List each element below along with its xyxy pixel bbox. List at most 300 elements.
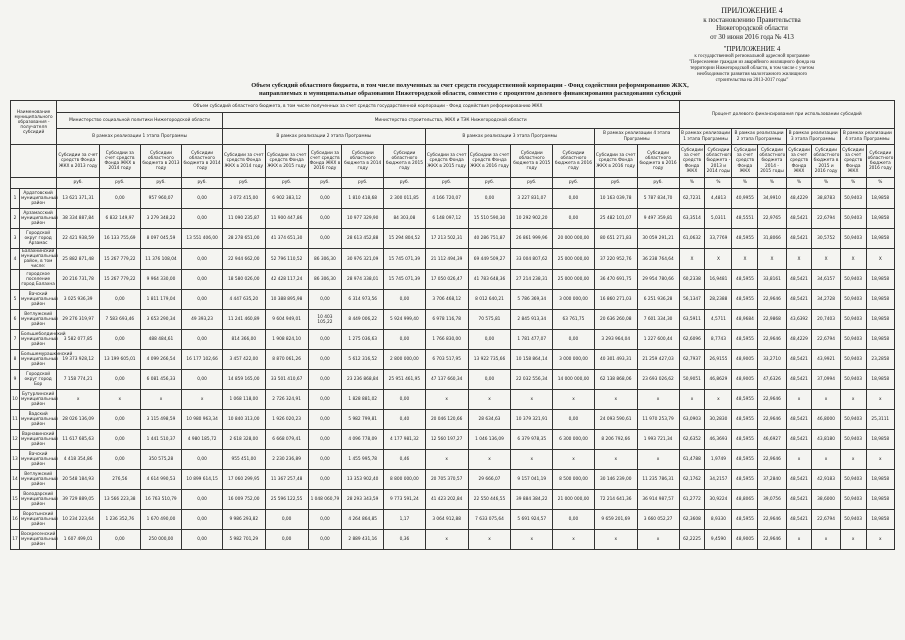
table-cell: 1 068 118,00 [222, 390, 265, 410]
table-cell: 1 926 020,23 [265, 410, 308, 430]
table-cell: 11 900 447,86 [265, 209, 308, 229]
table-row [11, 330, 895, 350]
table-cell: 20 548 184,93 [57, 470, 100, 490]
table-cell: 0,00 [384, 390, 426, 410]
row-number: 5 [11, 290, 20, 310]
table-cell: 22,9646 [758, 450, 786, 470]
table-cell: 10 379 321,91 [511, 410, 553, 430]
table-cell: 4,5711 [705, 310, 732, 330]
table-cell: 0,00 [553, 189, 595, 209]
table-cell: 0,00 [468, 330, 511, 350]
table-cell: 21 000 000,00 [553, 490, 595, 510]
table-cell: 10 840 313,00 [222, 410, 265, 430]
table-cell: 48,5421 [786, 290, 812, 310]
table-cell: 17 213 502,31 [425, 229, 468, 249]
table-cell: 0,00 [182, 530, 223, 550]
table-cell: 22,6794 [812, 510, 840, 530]
row-number: 7 [11, 330, 20, 350]
unit-header-blank [11, 178, 57, 189]
table-cell: 37 220 952,76 [594, 249, 637, 270]
column-header: Субсидии за счет средств Фонда ЖКХ в 2015 году [425, 145, 468, 178]
column-header-blank [11, 145, 57, 178]
table-cell: 6 978 116,78 [425, 310, 468, 330]
unit-cell: руб. [637, 178, 679, 189]
table-cell: 50,9403 [840, 189, 866, 209]
table-cell: 37,0994 [812, 370, 840, 390]
appendix-header [627, 6, 877, 84]
table-cell: 6 314 973,56 [342, 290, 384, 310]
row-number: 17 [11, 530, 20, 550]
table-cell: 30,9224 [705, 490, 732, 510]
table-cell: 33,7769 [705, 229, 732, 249]
table-cell: 0,00 [265, 510, 308, 530]
table-cell: 0,00 [308, 450, 342, 470]
stage4-header: В рамках реализации 4 этапа Программы [594, 129, 679, 145]
unit-cell: руб. [594, 178, 637, 189]
unit-cell: руб. [57, 178, 100, 189]
table-cell: 0,00 [100, 410, 141, 430]
table-cell: 40 301 493,31 [594, 350, 637, 370]
table-cell: 0,00 [100, 450, 141, 470]
sub-appendix-line-4: необходимости развития малоэтажного жилищного [696, 71, 807, 77]
table-cell: 0,00 [182, 270, 223, 290]
table-cell: 0,00 [182, 330, 223, 350]
table-cell: 50,9403 [840, 270, 866, 290]
table-cell: 1 810 418,68 [342, 189, 384, 209]
table-cell: 50,9403 [840, 370, 866, 390]
unit-cell: руб. [100, 178, 141, 189]
table-cell: 0,00 [308, 350, 342, 370]
table-cell: 62 138 868,06 [594, 370, 637, 390]
unit-cell: руб. [182, 178, 223, 189]
table-row [11, 410, 895, 430]
table-cell: 48,5955 [732, 510, 758, 530]
table-cell: 4 096 778,09 [342, 430, 384, 450]
table-cell: 18 580 026,00 [222, 270, 265, 290]
table-cell: 5 787 834,70 [637, 189, 679, 209]
column-header: Субсидии за счет средств Фонда ЖКХ в 2016 году [308, 145, 342, 178]
table-cell: 38,6000 [812, 490, 840, 510]
column-header: Субсидии за счет средств Фонда ЖКХ в 2014 году [222, 145, 265, 178]
table-cell: x [637, 530, 679, 550]
table-cell: 84 303,08 [384, 209, 426, 229]
table-cell: 72 214 641,36 [594, 490, 637, 510]
table-cell: 8 012 640,21 [468, 290, 511, 310]
table-cell: 4,4813 [705, 189, 732, 209]
table-cell: 30,5752 [812, 229, 840, 249]
table-cell: 0,00 [265, 530, 308, 550]
table-cell: 21 112 494,39 [425, 249, 468, 270]
table-cell: 63,3514 [679, 209, 705, 229]
table-cell: 3 072 415,00 [222, 189, 265, 209]
column-header: Субсидии областного бюджета в 2016 году [553, 145, 595, 178]
table-cell: 8,7743 [705, 330, 732, 350]
table-cell: 8 097 045,59 [140, 229, 182, 249]
table-cell: 7 601 334,30 [637, 310, 679, 330]
table-cell: 62,6096 [679, 330, 705, 350]
table-cell: 250 000,00 [140, 530, 182, 550]
municipality-name: Городской округ город Арзамас [20, 229, 57, 249]
table-row [11, 450, 895, 470]
table-cell: 22,9646 [758, 530, 786, 550]
table-cell: 4 264 864,85 [342, 510, 384, 530]
table-cell: x [511, 530, 553, 550]
table-cell: 2 726 324,91 [265, 390, 308, 410]
table-cell: 4 447 635,20 [222, 290, 265, 310]
table-cell: 8 449 006,22 [342, 310, 384, 330]
table-cell: 50,9403 [840, 310, 866, 330]
table-cell: 25 482 101,07 [594, 209, 637, 229]
table-cell: 61,2772 [679, 490, 705, 510]
municipality-name: Бутурлинский муниципальный район [20, 390, 57, 410]
table-cell: 4 980 185,72 [182, 430, 223, 450]
table-row [11, 270, 895, 290]
table-cell: 1 607 499,01 [57, 530, 100, 550]
table-cell: 22,6794 [812, 330, 840, 350]
table-cell: 62,2225 [679, 530, 705, 550]
table-cell: 11 970 253,79 [637, 410, 679, 430]
table-cell: 19 373 928,12 [57, 350, 100, 370]
table-cell: 12 560 197,27 [425, 430, 468, 450]
unit-cell: руб. [511, 178, 553, 189]
row-number: 11 [11, 410, 20, 430]
unit-cell: руб. [265, 178, 308, 189]
table-cell: 0,00 [100, 330, 141, 350]
table-cell: 34,2157 [705, 470, 732, 490]
table-cell: 22,9646 [758, 410, 786, 430]
table-cell: 40 286 751,87 [468, 229, 511, 249]
table-cell: 11 617 685,63 [57, 430, 100, 450]
table-cell: 48,5955 [732, 470, 758, 490]
table-cell: 23 693 026,62 [637, 370, 679, 390]
table-cell: 28 293 343,59 [342, 490, 384, 510]
percent-stage4-header: В рамках реализации 4 этапа Программы [840, 129, 894, 145]
table-cell: 16 763 510,79 [140, 490, 182, 510]
unit-cell: % [679, 178, 705, 189]
column-header: Субсидии областного бюджета 2014 - 2015 годы [758, 145, 786, 178]
table-cell: 30 146 239,00 [594, 470, 637, 490]
table-cell: 36 470 691,75 [594, 270, 637, 290]
table-cell: 0,00 [182, 510, 223, 530]
table-cell: 39,0756 [758, 490, 786, 510]
column-header: Субсидии областного бюджета в 2014 году [342, 145, 384, 178]
table-cell: 21 259 427,03 [637, 350, 679, 370]
table-cell: 8 870 061,26 [265, 350, 308, 370]
column-header: Субсидии за счет средств Фонда ЖКХ [786, 145, 812, 178]
table-cell: 3 115 498,59 [140, 410, 182, 430]
table-cell: 1 275 036,63 [342, 330, 384, 350]
table-cell: x [786, 530, 812, 550]
table-cell: 0,00 [308, 189, 342, 209]
table-cell: x [468, 390, 511, 410]
table-cell: 11 367 257,48 [265, 470, 308, 490]
table-cell: x [679, 390, 705, 410]
table-cell: x [140, 390, 182, 410]
table-cell: 36 238 764,64 [637, 249, 679, 270]
row-number: 9 [11, 370, 20, 390]
table-cell: X [732, 249, 758, 270]
row-number: 1 [11, 189, 20, 209]
table-cell: 18,9858 [866, 290, 894, 310]
table-row [11, 189, 895, 209]
table-cell: 48,5421 [786, 430, 812, 450]
table-cell: 9 659 201,69 [594, 510, 637, 530]
table-cell: 4 614 990,53 [140, 470, 182, 490]
table-cell: 47,6326 [758, 370, 786, 390]
table-cell: 39 884 384,22 [511, 490, 553, 510]
stage1-header: В рамках реализации 1 этапа Программы [57, 129, 223, 145]
table-cell: 2 618 328,00 [222, 430, 265, 450]
table-row [11, 430, 895, 450]
table-cell: 23,2858 [866, 350, 894, 370]
table-cell: 5,0311 [705, 209, 732, 229]
table-cell: 2 889 431,16 [342, 530, 384, 550]
table-cell: 31,8066 [758, 229, 786, 249]
table-cell: 28 026 136,09 [57, 410, 100, 430]
table-cell: 50,9403 [840, 229, 866, 249]
municipality-name: Вачский муниципальный район [20, 290, 57, 310]
table-cell: 49 393,23 [182, 310, 223, 330]
row-number: 13 [11, 450, 20, 470]
table-cell: 6 668 079,41 [265, 430, 308, 450]
table-cell: 1 908 824,10 [265, 330, 308, 350]
table-cell: 22 421 938,59 [57, 229, 100, 249]
table-cell: 0,00 [100, 290, 141, 310]
table-row [11, 490, 895, 510]
municipality-name: Воротынский муниципальный район [20, 510, 57, 530]
table-cell: x [57, 390, 100, 410]
table-cell: 0,00 [384, 290, 426, 310]
municipality-name: Большемурашкинский муниципальный район [20, 350, 57, 370]
unit-cell: % [705, 178, 732, 189]
table-cell: 25 951 461,95 [384, 370, 426, 390]
column-header: Субсидии областного бюджета 2016 году [866, 145, 894, 178]
table-cell: 47 137 660,34 [425, 370, 468, 390]
table-cell: 0,00 [308, 510, 342, 530]
table-cell: 48,5421 [786, 229, 812, 249]
table-cell: 48,5955 [732, 410, 758, 430]
table-cell: 3 227 831,07 [511, 189, 553, 209]
table-cell: 0,00 [100, 430, 141, 450]
table-cell: 63,5911 [679, 310, 705, 330]
table-cell: x [594, 390, 637, 410]
table-cell: x [866, 530, 894, 550]
table-cell: x [553, 450, 595, 470]
table-cell: 60,2338 [679, 270, 705, 290]
table-cell: 42 428 117,24 [265, 270, 308, 290]
table-cell: 0,00 [553, 510, 595, 530]
table-cell: x [594, 530, 637, 550]
table-cell: 5 691 924,57 [511, 510, 553, 530]
table-cell: 6 902 383,12 [265, 189, 308, 209]
municipality-header: Наименование муниципального образования - получателя субсидий [11, 101, 57, 145]
table-cell: 814 366,00 [222, 330, 265, 350]
table-cell: x [786, 450, 812, 470]
table-cell: x [425, 390, 468, 410]
table-cell: 1 455 995,78 [342, 450, 384, 470]
table-cell: 38,8783 [812, 189, 840, 209]
table-cell: 48,5421 [786, 410, 812, 430]
table-cell: 20 000 000,00 [553, 229, 595, 249]
table-cell: 5 786 369,34 [511, 290, 553, 310]
table-cell: 10 977 329,90 [342, 209, 384, 229]
table-cell: 69 449 509,27 [468, 249, 511, 270]
municipality-name: Володарский муниципальный район [20, 490, 57, 510]
table-row [11, 370, 895, 390]
table-cell: 2 230 236,89 [265, 450, 308, 470]
table-cell: 15 745 071,39 [384, 270, 426, 290]
row-number [11, 270, 20, 290]
table-cell: 28 974 338,01 [342, 270, 384, 290]
column-header: Субсидии за счет средств Фонда ЖКХ [840, 145, 866, 178]
table-cell: 6 703 517,95 [425, 350, 468, 370]
table-cell: 1 227 600,44 [637, 330, 679, 350]
column-header: Субсидии областного бюджета в 2016 году [637, 145, 679, 178]
table-cell: 48,5421 [786, 510, 812, 530]
table-cell: 63 761,75 [553, 310, 595, 330]
table-cell: 18,9858 [866, 270, 894, 290]
table-cell: 25 000 000,00 [553, 249, 595, 270]
title-line-2: направляемых в муниципальные образования Нижегородской области, совместно с процентом долевого финансирования расходования субсидий [258, 90, 682, 97]
table-cell: 22,6794 [812, 209, 840, 229]
table-cell: x [468, 450, 511, 470]
table-cell: 18,9858 [866, 510, 894, 530]
table-cell: 4 166 720,07 [425, 189, 468, 209]
table-cell: 62,7231 [679, 189, 705, 209]
row-number: 3 [11, 229, 20, 249]
municipality-name: Большеболдинский муниципальный район [20, 330, 57, 350]
table-cell: 29 954 780,66 [637, 270, 679, 290]
table-cell: 9 964 330,00 [140, 270, 182, 290]
table-cell: X [758, 249, 786, 270]
municipality-name: Ардатовский муниципальный район [20, 189, 57, 209]
table-cell: x [553, 530, 595, 550]
table-cell: 25,3111 [866, 410, 894, 430]
municipality-name: Ветлужский муниципальный район [20, 470, 57, 490]
table-cell: x [637, 450, 679, 470]
table-cell: 955 451,00 [222, 450, 265, 470]
table-cell: 50,9403 [840, 209, 866, 229]
table-cell: 18,9858 [866, 189, 894, 209]
table-cell: 1,17 [384, 510, 426, 530]
table-cell: x [637, 390, 679, 410]
table-cell: 13 353 902,40 [342, 470, 384, 490]
table-cell: 1 993 721,34 [637, 430, 679, 450]
table-cell: 33 004 807,62 [511, 249, 553, 270]
table-cell: 1 766 830,00 [425, 330, 468, 350]
table-cell: 30 976 321,09 [342, 249, 384, 270]
table-cell: 50,9403 [840, 290, 866, 310]
table-cell: 488 484,61 [140, 330, 182, 350]
table-cell: X [812, 249, 840, 270]
table-cell: 350 575,28 [140, 450, 182, 470]
table-cell: 2 300 011,85 [384, 189, 426, 209]
table-cell: 62,1762 [679, 470, 705, 490]
subsidies-header: Объем субсидий областного бюджета, в том числе полученных за счет средств государственной корпорации - Фонд содействия реформированию ЖКХ [57, 101, 679, 113]
unit-cell: руб. [140, 178, 182, 189]
table-cell: 26 861 999,96 [511, 229, 553, 249]
table-cell: 48,5551 [732, 209, 758, 229]
table-cell: 8 206 792,66 [594, 430, 637, 450]
table-cell: 33 501 410,67 [265, 370, 308, 390]
table-row [11, 390, 895, 410]
table-cell: 22,9646 [758, 330, 786, 350]
table-cell: 86 306,30 [308, 270, 342, 290]
table-cell: 8 500 000,00 [553, 470, 595, 490]
municipality-name: Арзамасский муниципальный район [20, 209, 57, 229]
column-header: Субсидии за счет средств Фонда ЖКХ в 2016 году [594, 145, 637, 178]
table-row [11, 510, 895, 530]
table-cell: 48,5955 [732, 229, 758, 249]
table-cell: 25 596 122,55 [265, 490, 308, 510]
table-cell: 6 251 936,28 [637, 290, 679, 310]
table-cell: 62,6352 [679, 430, 705, 450]
table-cell: 24 093 590,61 [594, 410, 637, 430]
table-cell: 0,00 [308, 410, 342, 430]
table-cell: 6 832 149,97 [100, 209, 141, 229]
unit-cell: % [732, 178, 758, 189]
municipality-name: Вачский муниципальный район [20, 450, 57, 470]
table-cell: 48,9005 [732, 530, 758, 550]
table-cell: 62,3608 [679, 510, 705, 530]
table-cell: X [705, 249, 732, 270]
ministry-social-header: Министерство социальной политики Нижегородской области [57, 113, 223, 129]
table-cell: 3 064 912,88 [425, 510, 468, 530]
table-cell: 50,9051 [679, 370, 705, 390]
table-cell: 9,4590 [705, 530, 732, 550]
table-cell: 3 000 000,00 [553, 290, 595, 310]
table-cell: 22 032 556,34 [511, 370, 553, 390]
table-cell: 0,00 [308, 370, 342, 390]
table-row [11, 470, 895, 490]
row-number: 8 [11, 350, 20, 370]
unit-cell: руб. [425, 178, 468, 189]
table-cell: 0,00 [308, 530, 342, 550]
column-header: Субсидии областного бюджета в 2015 и 2016 году [812, 145, 840, 178]
table-cell: 10 980 963,34 [182, 410, 223, 430]
table-cell: 10 292 902,20 [511, 209, 553, 229]
table-cell: 3 279 348,22 [140, 209, 182, 229]
column-header: Субсидии областного бюджета в 2014 году [182, 145, 223, 178]
table-cell: 46,8629 [705, 370, 732, 390]
table-cell: 20 636 260,08 [594, 310, 637, 330]
table-cell: 10 158 864,14 [511, 350, 553, 370]
table-cell: 34,2728 [812, 290, 840, 310]
table-cell: 3 025 936,39 [57, 290, 100, 310]
table-cell: x [425, 530, 468, 550]
table-cell: 26,9155 [705, 350, 732, 370]
table-cell: 42,9183 [812, 470, 840, 490]
table-cell: 28,2388 [705, 290, 732, 310]
table-cell: 16 860 271,03 [594, 290, 637, 310]
column-header: Субсидии за счет средств Фонда ЖКХ [732, 145, 758, 178]
sub-appendix-line-2: "Переселение граждан из аварийного жилищного фонда на [688, 59, 816, 65]
percent-stage3-header: В рамках реализации 3 этапа Программы [786, 129, 840, 145]
ministry-construction-header: Министерство строительства, ЖКХ и ТЭК Нижегородской области [222, 113, 679, 129]
column-header: Субсидии областного бюджета в 2013 году [140, 145, 182, 178]
row-number: 10 [11, 390, 20, 410]
table-cell: 0,00 [308, 430, 342, 450]
table-cell: 0,40 [384, 410, 426, 430]
table-cell: 14 000 000,00 [553, 370, 595, 390]
table-cell: 0,00 [308, 470, 342, 490]
table-cell: 48,9005 [732, 370, 758, 390]
table-cell: 1 236 352,76 [100, 510, 141, 530]
table-cell: 37,2840 [758, 470, 786, 490]
table-cell: 1 781 477,07 [511, 330, 553, 350]
table-row [11, 310, 895, 330]
table-cell: X [840, 249, 866, 270]
